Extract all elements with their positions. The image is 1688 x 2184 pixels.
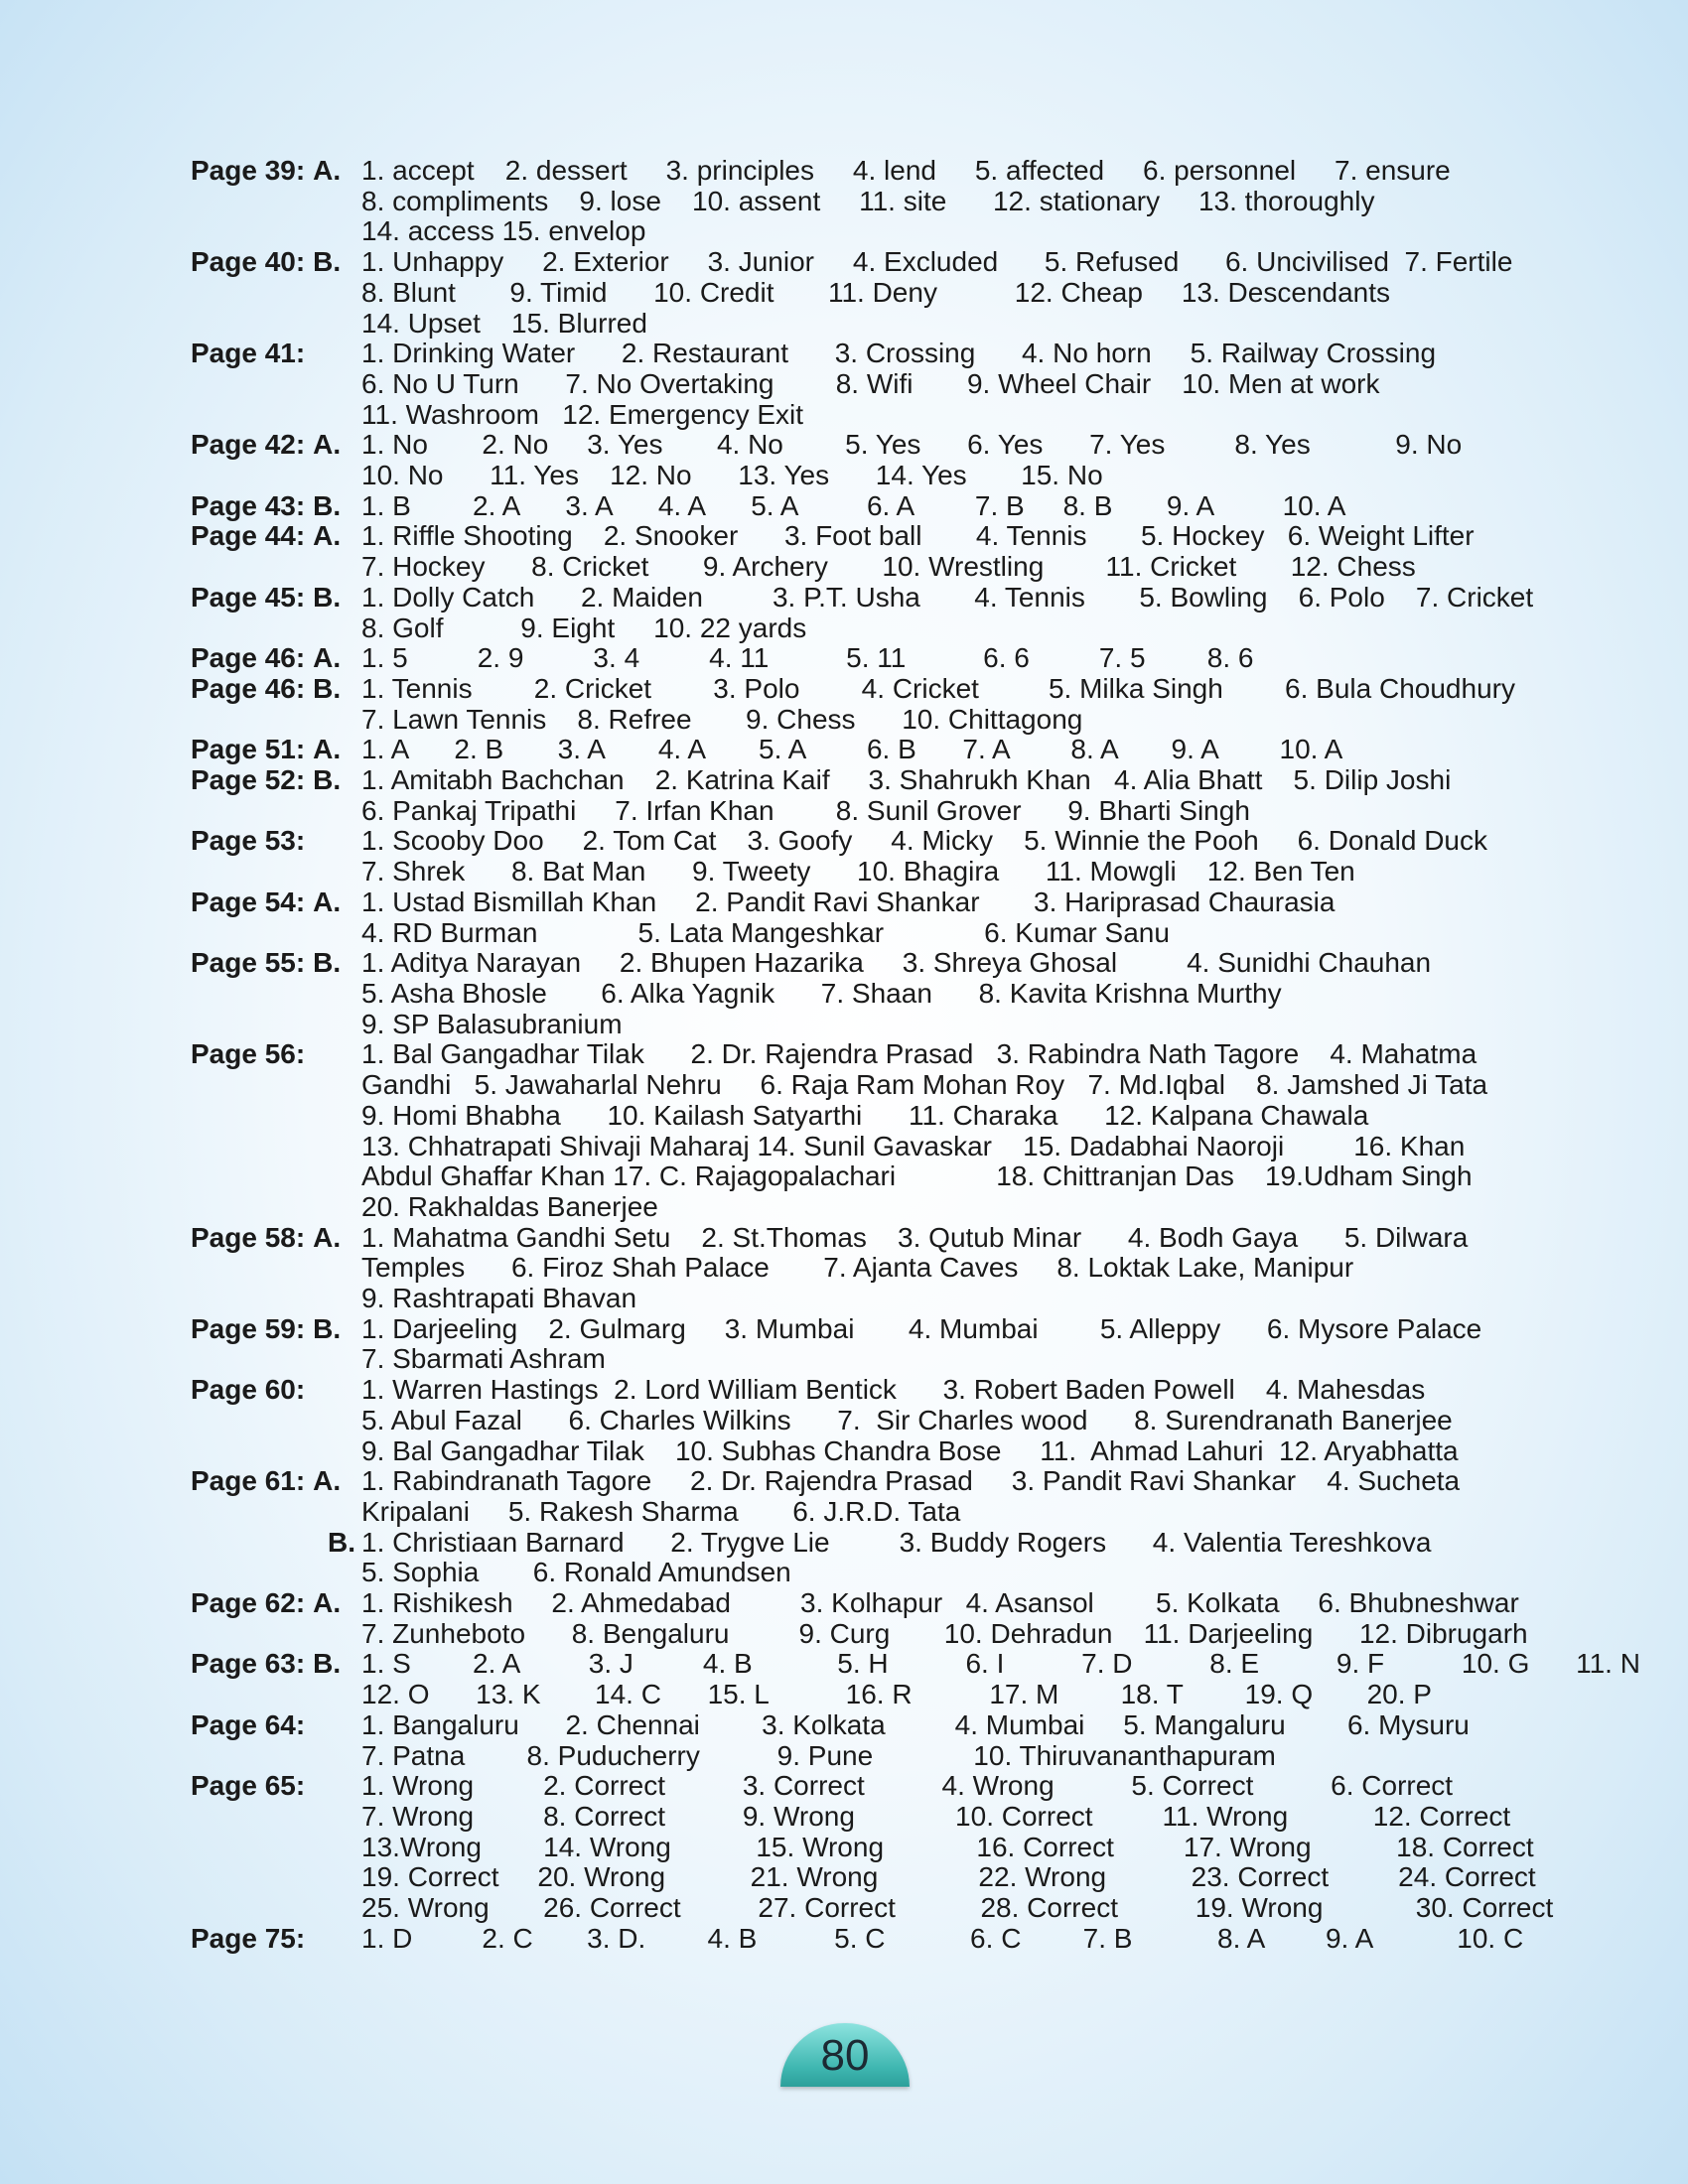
entry-answers xyxy=(361,1039,1601,1222)
entry-answers xyxy=(361,1649,1640,1709)
entry-answers xyxy=(361,735,1601,765)
entry-label xyxy=(191,643,361,674)
answer-line: 14. access 15. envelop xyxy=(361,215,646,247)
section-label: B. xyxy=(313,1312,342,1344)
page-label: Page 65: xyxy=(191,1770,306,1802)
page-label: Page 46: xyxy=(191,672,306,704)
entry-answers xyxy=(361,826,1601,887)
answer-entry xyxy=(191,1528,1601,1588)
page-label: Page 41: xyxy=(191,338,306,369)
answer-entry xyxy=(191,1466,1601,1527)
answer-line: 1. Mahatma Gandhi Setu 2. St.Thomas 3. Qutub Minar 4. Bodh Gaya 5. Dilwara xyxy=(361,1221,1469,1253)
answer-entry xyxy=(191,735,1601,765)
answer-line: 1. accept 2. dessert 3. principles 4. lend 5. affected 6. personnel 7. ensure xyxy=(361,155,1451,186)
answer-line: 4. RD Burman 5. Lata Mangeshkar 6. Kumar Sanu xyxy=(361,916,1170,948)
page-number: 80 xyxy=(820,2031,870,2080)
entry-answers xyxy=(361,156,1601,247)
answer-line: 5. Asha Bhosle 6. Alka Yagnik 7. Shaan 8. Kavita Krishna Murthy xyxy=(361,977,1282,1009)
answer-line: 1. Rabindranath Tagore 2. Dr. Rajendra Prasad 3. Pandit Ravi Shankar 4. Sucheta xyxy=(361,1465,1461,1497)
section-label: B. xyxy=(313,246,342,278)
answer-key xyxy=(191,155,1640,1954)
answer-line: 6. Pankaj Tripathi 7. Irfan Khan 8. Sunil Grover 9. Bharti Singh xyxy=(361,794,1250,826)
answer-line: 7. Sbarmati Ashram xyxy=(361,1343,606,1375)
answer-line: 1. Rishikesh 2. Ahmedabad 3. Kolhapur 4. Asansol 5. Kolkata 6. Bhubneshwar xyxy=(361,1587,1519,1619)
section-label: A. xyxy=(313,1221,342,1253)
answer-line: 1. Wrong 2. Correct 3. Correct 4. Wrong 5. Correct 6. Correct xyxy=(361,1770,1454,1802)
answer-entry xyxy=(191,1648,1640,1710)
answer-entry xyxy=(191,156,1601,247)
entry-label xyxy=(191,521,361,552)
answer-line: Abdul Ghaffar Khan 17. C. Rajagopalachari 18. Chittranjan Das 19.Udham Singh xyxy=(361,1160,1473,1192)
entry-answers xyxy=(361,491,1601,522)
page-label: Page 54: xyxy=(191,886,306,917)
entry-answers xyxy=(361,1223,1601,1314)
answer-line: 19. Correct 20. Wrong 21. Wrong 22. Wrong 23. Correct 24. Correct xyxy=(361,1861,1536,1893)
answer-line: 1. Riffle Shooting 2. Snooker 3. Foot ball 4. Tennis 5. Hockey 6. Weight Lifter xyxy=(361,520,1475,552)
section-label: B. xyxy=(313,1648,342,1680)
entry-label xyxy=(191,1649,361,1680)
entry-answers xyxy=(361,1710,1601,1771)
page-label: Page 53: xyxy=(191,825,306,857)
answer-line: 1. Bal Gangadhar Tilak 2. Dr. Rajendra Prasad 3. Rabindra Nath Tagore 4. Mahatma xyxy=(361,1038,1477,1070)
page-label: Page 75: xyxy=(191,1922,306,1954)
entry-answers xyxy=(361,583,1601,643)
answer-line: 13.Wrong 14. Wrong 15. Wrong 16. Correct 17. Wrong 18. Correct xyxy=(361,1831,1534,1862)
answer-line: 1. Warren Hastings 2. Lord William Bentick 3. Robert Baden Powell 4. Mahesdas xyxy=(361,1374,1426,1406)
page-label: Page 44: xyxy=(191,520,306,552)
entry-label xyxy=(191,1375,361,1406)
answer-entry xyxy=(191,1924,1601,1955)
answer-line: 9. SP Balasubranium xyxy=(361,1008,623,1039)
entry-label xyxy=(191,735,361,765)
page-label: Page 60: xyxy=(191,1374,306,1406)
answer-line: 9. Rashtrapati Bhavan xyxy=(361,1283,637,1314)
answer-line: 1. Aditya Narayan 2. Bhupen Hazarika 3. Shreya Ghosal 4. Sunidhi Chauhan xyxy=(361,947,1432,979)
entry-label xyxy=(191,583,361,614)
entry-answers xyxy=(361,674,1601,735)
entry-label xyxy=(191,1466,361,1497)
entry-label xyxy=(191,156,361,187)
page-number-badge xyxy=(780,2023,910,2087)
page-label: Page 58: xyxy=(191,1221,306,1253)
entry-label xyxy=(191,491,361,522)
answer-line: 25. Wrong 26. Correct 27. Correct 28. Correct 19. Wrong 30. Correct xyxy=(361,1892,1554,1924)
section-label: A. xyxy=(313,1587,342,1619)
answer-entry xyxy=(191,948,1601,1039)
answer-line: 1. 5 2. 9 3. 4 4. 11 5. 11 6. 6 7. 5 8. 6 xyxy=(361,642,1254,674)
entry-answers xyxy=(361,1375,1601,1466)
section-label: A. xyxy=(313,734,342,765)
page-label: Page 46: xyxy=(191,642,306,674)
answer-line: 1. Ustad Bismillah Khan 2. Pandit Ravi Shankar 3. Hariprasad Chaurasia xyxy=(361,886,1336,917)
answer-line: 8. compliments 9. lose 10. assent 11. site 12. stationary 13. thoroughly xyxy=(361,185,1375,216)
answer-line: 5. Sophia 6. Ronald Amundsen xyxy=(361,1557,791,1588)
answer-entry xyxy=(191,430,1601,490)
entry-label xyxy=(191,765,361,796)
section-label: A. xyxy=(313,886,342,917)
answer-entry xyxy=(191,1314,1601,1375)
answer-line: 7. Patna 8. Puducherry 9. Pune 10. Thiruvananthapuram xyxy=(361,1739,1276,1771)
answer-entry xyxy=(191,887,1601,948)
page-label: Page 64: xyxy=(191,1708,306,1740)
entry-answers xyxy=(361,430,1601,490)
answer-line: 8. Blunt 9. Timid 10. Credit 11. Deny 12. Cheap 13. Descendants xyxy=(361,276,1390,308)
answer-entry xyxy=(191,247,1601,339)
answer-line: 9. Homi Bhabha 10. Kailash Satyarthi 11. Charaka 12. Kalpana Chawala xyxy=(361,1099,1369,1131)
section-label: A. xyxy=(313,155,342,186)
section-label: B. xyxy=(313,581,342,613)
answer-line: 7. Shrek 8. Bat Man 9. Tweety 10. Bhagira 11. Mowgli 12. Ben Ten xyxy=(361,856,1355,887)
answer-line: 1. Christiaan Barnard 2. Trygve Lie 3. Buddy Rogers 4. Valentia Tereshkova xyxy=(361,1526,1432,1558)
answer-entry xyxy=(191,583,1601,643)
section-label: A. xyxy=(313,1465,342,1497)
entry-label xyxy=(191,1223,361,1254)
answer-entry xyxy=(191,1710,1601,1771)
entry-label xyxy=(191,674,361,705)
page-label: Page 39: xyxy=(191,155,306,186)
entry-label xyxy=(191,887,361,918)
page-label: Page 59: xyxy=(191,1312,306,1344)
page-label: Page 43: xyxy=(191,489,306,521)
entry-label xyxy=(191,1314,361,1345)
page-label: Page 42: xyxy=(191,429,306,461)
answer-line: 20. Rakhaldas Banerjee xyxy=(361,1190,658,1222)
section-label: A. xyxy=(313,429,342,461)
answer-line: 1. No 2. No 3. Yes 4. No 5. Yes 6. Yes 7. Yes 8. Yes 9. No xyxy=(361,429,1463,461)
section-label: B. xyxy=(328,1526,355,1558)
entry-answers xyxy=(361,1528,1601,1588)
entry-answers xyxy=(361,765,1601,826)
entry-label xyxy=(191,1924,361,1955)
answer-entry xyxy=(191,1039,1601,1222)
answer-line: 1. Dolly Catch 2. Maiden 3. P.T. Usha 4. Tennis 5. Bowling 6. Polo 7. Cricket xyxy=(361,581,1534,613)
answer-line: 1. Tennis 2. Cricket 3. Polo 4. Cricket 5. Milka Singh 6. Bula Choudhury xyxy=(361,672,1515,704)
answer-entry xyxy=(191,643,1601,674)
section-label: A. xyxy=(313,642,342,674)
answer-line: 7. Hockey 8. Cricket 9. Archery 10. Wrestling 11. Cricket 12. Chess xyxy=(361,551,1416,583)
answer-line: 7. Wrong 8. Correct 9. Wrong 10. Correct 11. Wrong 12. Correct xyxy=(361,1800,1511,1832)
entry-answers xyxy=(361,948,1601,1039)
answer-line: Gandhi 5. Jawaharlal Nehru 6. Raja Ram Mohan Roy 7. Md.Iqbal 8. Jamshed Ji Tata xyxy=(361,1069,1488,1101)
answer-entry xyxy=(191,521,1601,582)
page-label: Page 52: xyxy=(191,764,306,796)
entry-label xyxy=(191,1039,361,1070)
answer-line: 1. Unhappy 2. Exterior 3. Junior 4. Excluded 5. Refused 6. Uncivilised 7. Fertile xyxy=(361,246,1513,278)
answer-line: 5. Abul Fazal 6. Charles Wilkins 7. Sir Charles wood 8. Surendranath Banerjee xyxy=(361,1404,1453,1435)
answer-line: 8. Golf 9. Eight 10. 22 yards xyxy=(361,612,807,643)
entry-answers xyxy=(361,1466,1601,1527)
answer-line: 1. Darjeeling 2. Gulmarg 3. Mumbai 4. Mumbai 5. Alleppy 6. Mysore Palace xyxy=(361,1312,1482,1344)
answer-line: 1. B 2. A 3. A 4. A 5. A 6. A 7. B 8. B 9. A 10. A xyxy=(361,489,1346,521)
page-label: Page 56: xyxy=(191,1038,306,1070)
entry-label xyxy=(191,1588,361,1619)
section-label: B. xyxy=(313,764,342,796)
answer-line: 11. Washroom 12. Emergency Exit xyxy=(361,398,804,430)
entry-label xyxy=(191,430,361,461)
page-label: Page 45: xyxy=(191,581,306,613)
entry-answers xyxy=(361,1924,1601,1955)
page-label: Page 55: xyxy=(191,947,306,979)
answer-line: 1. Scooby Doo 2. Tom Cat 3. Goofy 4. Micky 5. Winnie the Pooh 6. Donald Duck xyxy=(361,825,1487,857)
page-label: Page 63: xyxy=(191,1648,306,1680)
answer-entry xyxy=(191,1588,1601,1649)
answer-line: 1. D 2. C 3. D. 4. B 5. C 6. C 7. B 8. A 9. A 10. C xyxy=(361,1922,1524,1954)
answer-line: 1. Drinking Water 2. Restaurant 3. Crossing 4. No horn 5. Railway Crossing xyxy=(361,338,1437,369)
answer-entry xyxy=(191,1771,1601,1924)
answer-line: Temples 6. Firoz Shah Palace 7. Ajanta Caves 8. Loktak Lake, Manipur xyxy=(361,1252,1354,1284)
entry-label xyxy=(191,948,361,979)
answer-line: 1. Bangaluru 2. Chennai 3. Kolkata 4. Mumbai 5. Mangaluru 6. Mysuru xyxy=(361,1708,1470,1740)
answer-line: 1. Amitabh Bachchan 2. Katrina Kaif 3. Shahrukh Khan 4. Alia Bhatt 5. Dilip Joshi xyxy=(361,764,1452,796)
entry-answers xyxy=(361,339,1601,430)
entry-answers xyxy=(361,643,1601,674)
entry-answers xyxy=(361,1314,1601,1375)
section-label: B. xyxy=(313,672,342,704)
entry-answers xyxy=(361,521,1601,582)
answer-line: 7. Zunheboto 8. Bengaluru 9. Curg 10. Dehradun 11. Darjeeling 12. Dibrugarh xyxy=(361,1617,1528,1649)
answer-line: 1. S 2. A 3. J 4. B 5. H 6. I 7. D 8. E 9. F 10. G 11. N xyxy=(361,1648,1640,1680)
answer-line: 7. Lawn Tennis 8. Refree 9. Chess 10. Chittagong xyxy=(361,703,1083,735)
answer-entry xyxy=(191,1375,1601,1466)
section-label: B. xyxy=(313,947,342,979)
page-label: Page 61: xyxy=(191,1465,306,1497)
answer-line: 9. Bal Gangadhar Tilak 10. Subhas Chandra Bose 11. Ahmad Lahuri 12. Aryabhatta xyxy=(361,1434,1459,1466)
entry-answers xyxy=(361,1771,1601,1924)
answer-entry xyxy=(191,1223,1601,1314)
entry-label xyxy=(191,1528,361,1559)
answer-line: 6. No U Turn 7. No Overtaking 8. Wifi 9. Wheel Chair 10. Men at work xyxy=(361,367,1380,399)
entry-label xyxy=(191,247,361,278)
entry-answers xyxy=(361,247,1601,339)
page-label: Page 51: xyxy=(191,734,306,765)
page-label: Page 40: xyxy=(191,246,306,278)
section-label: B. xyxy=(313,489,342,521)
entry-label xyxy=(191,339,361,369)
answer-line: 14. Upset 15. Blurred xyxy=(361,307,647,339)
section-label: A. xyxy=(313,520,342,552)
entry-answers xyxy=(361,1588,1601,1649)
answer-entry xyxy=(191,491,1601,522)
answer-entry xyxy=(191,339,1601,430)
answer-line: 13. Chhatrapati Shivaji Maharaj 14. Sunil Gavaskar 15. Dadabhai Naoroji 16. Khan xyxy=(361,1130,1466,1161)
entry-answers xyxy=(361,887,1601,948)
answer-line: 12. O 13. K 14. C 15. L 16. R 17. M 18. T 19. Q 20. P xyxy=(361,1679,1432,1710)
answer-line: Kripalani 5. Rakesh Sharma 6. J.R.D. Tata xyxy=(361,1495,961,1527)
answer-entry xyxy=(191,674,1601,735)
entry-label xyxy=(191,826,361,857)
entry-label xyxy=(191,1710,361,1741)
answer-entry xyxy=(191,765,1601,826)
page-label: Page 62: xyxy=(191,1587,306,1619)
answer-entry xyxy=(191,826,1601,887)
answer-line: 10. No 11. Yes 12. No 13. Yes 14. Yes 15. No xyxy=(361,460,1103,491)
answer-line: 1. A 2. B 3. A 4. A 5. A 6. B 7. A 8. A 9. A 10. A xyxy=(361,734,1343,765)
entry-label xyxy=(191,1771,361,1802)
